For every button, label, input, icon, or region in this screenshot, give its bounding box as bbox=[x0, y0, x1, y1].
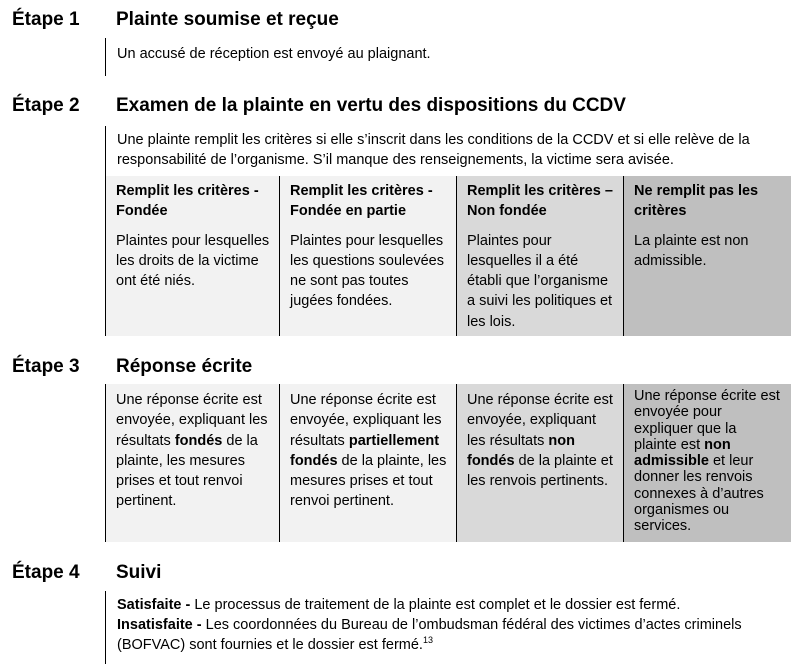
response-partly-founded-text-end: de la plainte, les mesures prises et tout renvoi pertinent. bbox=[290, 452, 447, 510]
criteria-partly-founded-heading: Remplit les critères - Fondée en partie bbox=[290, 183, 433, 220]
response-not-admissible-emphasis: non admissible bbox=[634, 436, 731, 470]
satisfied-text: Le processus de traitement de la plainte est complet et le dossier est fermé. bbox=[190, 597, 681, 613]
step-1-title: Plainte soumise et reçue bbox=[116, 9, 339, 30]
step-3-label: Étape 3 bbox=[12, 356, 80, 377]
response-partly-founded-cell bbox=[279, 384, 456, 542]
criteria-unfounded-text: Plaintes pour lesquelles il a été établi que l’organisme a suivi les politiques et les lois. bbox=[467, 232, 613, 330]
step-3-title: Réponse écrite bbox=[116, 356, 253, 377]
unsatisfied-line bbox=[117, 615, 742, 635]
response-not-admissible-text: Une réponse écrite est envoyée pour expliquer que la plainte est bbox=[634, 388, 780, 453]
criteria-partly-founded-text: Plaintes pour lesquelles les questions soulevées ne sont pas toutes jugées fondées. bbox=[290, 232, 444, 310]
response-unfounded-emphasis: non fondés bbox=[467, 432, 575, 469]
step-2-text-line-1: Une plainte remplit les critères si elle s’inscrit dans les conditions de la CCDV et si elle relève de la bbox=[117, 132, 750, 148]
response-partly-founded-text: Une réponse écrite est envoyée, expliquant les résultats bbox=[290, 392, 442, 449]
response-partly-founded-emphasis: partiellement fondés bbox=[290, 432, 440, 469]
step-2-divider bbox=[105, 126, 106, 176]
step-2-text bbox=[117, 130, 750, 170]
step-4-text bbox=[117, 595, 742, 655]
criteria-founded-text: Plaintes pour lesquelles les droits de la victime ont été niés. bbox=[116, 232, 270, 290]
satisfied-label: Satisfaite - bbox=[117, 597, 191, 613]
criteria-not-met-cell bbox=[623, 176, 791, 336]
step-4-divider bbox=[105, 591, 106, 664]
response-unfounded-text: Une réponse écrite est envoyée, expliquant les résultats bbox=[467, 392, 613, 449]
criteria-unfounded-heading: Remplit les critères – Non fondée bbox=[467, 183, 613, 220]
step-2-title: Examen de la plainte en vertu des dispositions du CCDV bbox=[116, 95, 626, 116]
step-1-label: Étape 1 bbox=[12, 9, 80, 30]
step-1-divider bbox=[105, 38, 106, 76]
step-4-title: Suivi bbox=[116, 562, 162, 583]
response-unfounded-cell bbox=[456, 384, 623, 542]
criteria-unfounded-cell bbox=[456, 176, 623, 336]
step-4-label: Étape 4 bbox=[12, 562, 80, 583]
criteria-not-met-heading: Ne remplit pas les critères bbox=[634, 183, 759, 220]
criteria-founded-heading: Remplit les critères - Fondée bbox=[116, 183, 259, 220]
criteria-founded-cell bbox=[105, 176, 279, 336]
response-unfounded-text-end: de la plainte et les renvois pertinents. bbox=[467, 452, 613, 490]
unsatisfied-line-2 bbox=[117, 635, 742, 655]
unsatisfied-text: Les coordonnées du Bureau de l’ombudsman fédéral des victimes d’actes criminels bbox=[201, 617, 742, 633]
response-not-admissible-cell bbox=[623, 384, 791, 542]
criteria-partly-founded-cell bbox=[279, 176, 456, 336]
footnote-marker: 13 bbox=[422, 635, 433, 646]
step-1-text: Un accusé de réception est envoyé au plaignant. bbox=[117, 46, 431, 62]
step-2-text-line-2: responsabilité de l’organisme. S’il manque des renseignements, la victime sera avisée. bbox=[117, 152, 674, 168]
response-founded-text-end: de la plainte, les mesures prises et tout renvoi pertinent. bbox=[116, 432, 258, 510]
response-founded-cell bbox=[105, 384, 279, 542]
response-not-admissible-text-end: et leur donner les renvois connexes à d’autres organismes ou services. bbox=[634, 453, 764, 535]
response-founded-emphasis: fondés bbox=[174, 432, 223, 449]
satisfied-line bbox=[117, 595, 742, 615]
unsatisfied-label: Insatisfaite - bbox=[117, 617, 202, 633]
unsatisfied-text-end: (BOFVAC) sont fournies et le dossier est fermé. bbox=[117, 637, 423, 653]
step-2-label: Étape 2 bbox=[12, 95, 80, 116]
response-founded-text: Une réponse écrite est envoyée, expliquant les résultats bbox=[116, 392, 268, 449]
criteria-not-met-text: La plainte est non admissible. bbox=[634, 232, 749, 269]
